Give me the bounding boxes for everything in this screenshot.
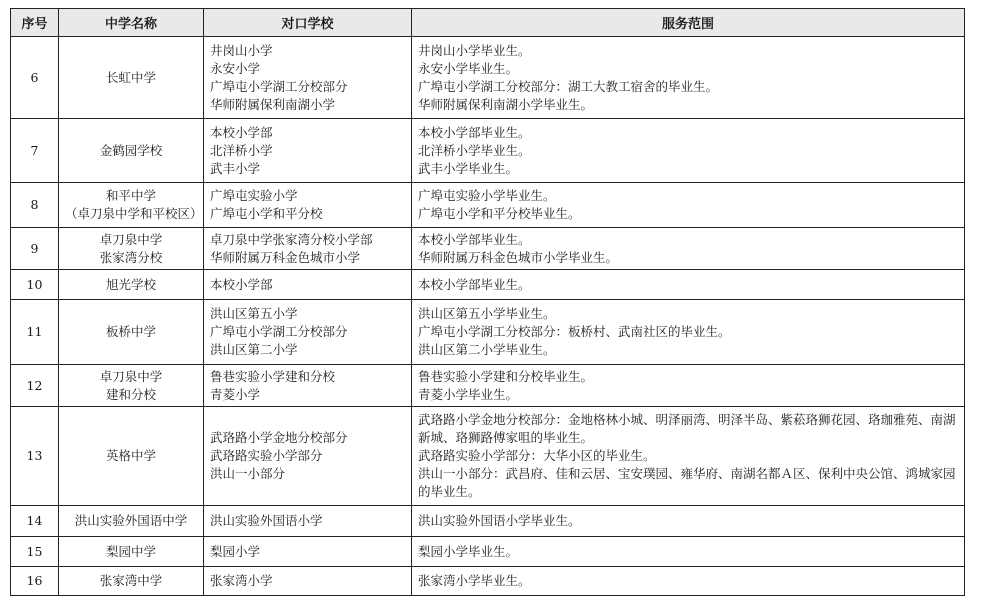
- middle-school-cell: [59, 183, 204, 228]
- partner-school-name: 井岗山小学: [210, 42, 273, 58]
- middle-school-name: 卓刀泉中学: [99, 368, 163, 384]
- table-row: [11, 37, 965, 119]
- service-scope-line: 洪山一小部分：武昌府、佳和云居、宝安璞园、雍华府、南湖名都Ａ区、保利中央公馆、鸿城家园的毕业生。: [418, 466, 956, 499]
- service-scope-line: 洪山区第五小学毕业生。: [418, 306, 556, 321]
- service-scope-line: 洪山区第二小学毕业生。: [418, 342, 556, 357]
- row-number: 15: [11, 537, 59, 567]
- middle-school-cell: [59, 407, 204, 506]
- partner-school-cell: [204, 270, 412, 300]
- partner-school-name: 洪山区第二小学: [210, 342, 298, 357]
- service-scope-line: 华师附属保利南湖小学毕业生。: [418, 96, 594, 112]
- service-scope-line: 永安小学毕业生。: [418, 60, 519, 76]
- partner-school-cell: [204, 228, 412, 270]
- row-number: 16: [11, 567, 59, 596]
- service-scope-line: 广埠屯小学湖工分校部分：板桥村、武南社区的毕业生。: [418, 324, 731, 339]
- table-row: [11, 506, 965, 537]
- service-scope-cell: [412, 300, 965, 365]
- partner-school-name: 洪山一小部分: [210, 466, 286, 481]
- row-number: 8: [11, 183, 59, 228]
- partner-school-name: 广埠屯小学和平分校: [210, 206, 323, 221]
- partner-school-name: 鲁巷实验小学建和分校: [210, 368, 336, 384]
- row-number: 12: [11, 365, 59, 407]
- middle-school-cell: [59, 270, 204, 300]
- table-row: [11, 119, 965, 183]
- middle-school-cell: [59, 537, 204, 567]
- middle-school-name: 洪山实验外国语中学: [74, 513, 188, 528]
- service-scope-cell: [412, 37, 965, 119]
- partner-school-name: 华师附属万科金色城市小学: [210, 249, 361, 265]
- middle-school-cell: [59, 228, 204, 270]
- middle-school-cell: [59, 300, 204, 365]
- row-number: 13: [11, 407, 59, 506]
- service-scope-cell: [412, 407, 965, 506]
- header-partner-school: 对口学校: [204, 9, 412, 37]
- partner-school-name: 永安小学: [210, 60, 261, 76]
- partner-school-name: 武珞路实验小学部分: [210, 448, 323, 463]
- enrollment-table: [10, 8, 965, 596]
- table-row: [11, 407, 965, 506]
- partner-school-name: 青菱小学: [210, 386, 261, 402]
- row-number: 11: [11, 300, 59, 365]
- service-scope-line: 本校小学部毕业生。: [418, 124, 531, 140]
- partner-school-name: 本校小学部: [210, 276, 273, 292]
- service-scope-line: 鲁巷实验小学建和分校毕业生。: [418, 368, 594, 384]
- partner-school-cell: [204, 567, 412, 596]
- service-scope-line: 北洋桥小学毕业生。: [418, 142, 531, 158]
- middle-school-name: 板桥中学: [105, 324, 156, 339]
- service-scope-line: 本校小学部毕业生。: [418, 276, 531, 292]
- service-scope-cell: [412, 567, 965, 596]
- partner-school-name: 梨园小学: [210, 543, 261, 559]
- partner-school-name: 广埠屯小学湖工分校部分: [210, 324, 348, 339]
- service-scope-line: 广埠屯小学湖工分校部分：湖工大教工宿舍的毕业生。: [418, 78, 719, 94]
- service-scope-cell: [412, 506, 965, 537]
- service-scope-line: 武丰小学毕业生。: [418, 160, 519, 176]
- service-scope-line: 梨园小学毕业生。: [418, 543, 519, 559]
- header-row: [11, 9, 965, 37]
- partner-school-name: 张家湾小学: [210, 573, 273, 588]
- service-scope-cell: [412, 183, 965, 228]
- middle-school-name: 旭光学校: [105, 276, 156, 292]
- table-row: [11, 365, 965, 407]
- table-row: [11, 567, 965, 596]
- partner-school-cell: [204, 407, 412, 506]
- partner-school-name: 卓刀泉中学张家湾分校小学部: [210, 231, 373, 247]
- middle-school-name: 金鹤园学校: [99, 142, 163, 158]
- row-number: 7: [11, 119, 59, 183]
- partner-school-name: 北洋桥小学: [210, 142, 273, 158]
- partner-school-name: 武珞路小学金地分校部分: [210, 430, 348, 445]
- middle-school-name: 建和分校: [105, 386, 156, 402]
- table-row: [11, 537, 965, 567]
- middle-school-name: 英格中学: [105, 448, 156, 463]
- service-scope-line: 武珞路小学金地分校部分：金地格林小城、明泽丽湾、明泽半岛、紫菘珞狮花园、珞珈雅苑、南湖新城、珞狮路傅家咀的毕业生。: [418, 412, 956, 445]
- partner-school-cell: [204, 365, 412, 407]
- middle-school-name: （卓刀泉中学和平校区）: [65, 206, 203, 221]
- middle-school-cell: [59, 506, 204, 537]
- partner-school-name: 华师附属保利南湖小学: [210, 96, 336, 112]
- service-scope-line: 井岗山小学毕业生。: [418, 42, 531, 58]
- table-row: [11, 228, 965, 270]
- partner-school-name: 武丰小学: [210, 160, 261, 176]
- table-row: [11, 183, 965, 228]
- header-service-scope: 服务范围: [412, 9, 965, 37]
- middle-school-cell: [59, 119, 204, 183]
- service-scope-cell: [412, 119, 965, 183]
- row-number: 6: [11, 37, 59, 119]
- middle-school-name: 梨园中学: [105, 543, 156, 559]
- partner-school-name: 广埠屯实验小学: [210, 188, 298, 203]
- partner-school-name: 洪山实验外国语小学: [210, 513, 323, 528]
- partner-school-cell: [204, 37, 412, 119]
- table-row: [11, 270, 965, 300]
- service-scope-cell: [412, 365, 965, 407]
- table-row: [11, 300, 965, 365]
- service-scope-line: 洪山实验外国语小学毕业生。: [418, 513, 581, 528]
- middle-school-name: 张家湾分校: [99, 249, 163, 265]
- row-number: 10: [11, 270, 59, 300]
- partner-school-name: 广埠屯小学湖工分校部分: [210, 78, 348, 94]
- service-scope-line: 广埠屯实验小学毕业生。: [418, 188, 556, 203]
- service-scope-cell: [412, 537, 965, 567]
- middle-school-name: 长虹中学: [105, 69, 156, 85]
- service-scope-line: 青菱小学毕业生。: [418, 386, 519, 402]
- middle-school-cell: [59, 37, 204, 119]
- partner-school-cell: [204, 119, 412, 183]
- row-number: 9: [11, 228, 59, 270]
- service-scope-line: 张家湾小学毕业生。: [418, 573, 531, 588]
- service-scope-line: 本校小学部毕业生。: [418, 231, 531, 247]
- middle-school-name: 张家湾中学: [99, 573, 163, 588]
- header-middle-school: 中学名称: [59, 9, 204, 37]
- middle-school-cell: [59, 365, 204, 407]
- partner-school-name: 本校小学部: [210, 124, 273, 140]
- middle-school-name: 卓刀泉中学: [99, 231, 163, 247]
- table-body: [11, 37, 965, 596]
- middle-school-name: 和平中学: [105, 188, 156, 203]
- partner-school-cell: [204, 537, 412, 567]
- service-scope-cell: [412, 228, 965, 270]
- service-scope-line: 广埠屯小学和平分校毕业生。: [418, 206, 581, 221]
- middle-school-cell: [59, 567, 204, 596]
- partner-school-name: 洪山区第五小学: [210, 306, 298, 321]
- partner-school-cell: [204, 300, 412, 365]
- partner-school-cell: [204, 183, 412, 228]
- row-number: 14: [11, 506, 59, 537]
- service-scope-cell: [412, 270, 965, 300]
- partner-school-cell: [204, 506, 412, 537]
- service-scope-line: 华师附属万科金色城市小学毕业生。: [418, 249, 619, 265]
- service-scope-line: 武珞路实验小学部分：大华小区的毕业生。: [418, 448, 656, 463]
- header-no: 序号: [11, 9, 59, 37]
